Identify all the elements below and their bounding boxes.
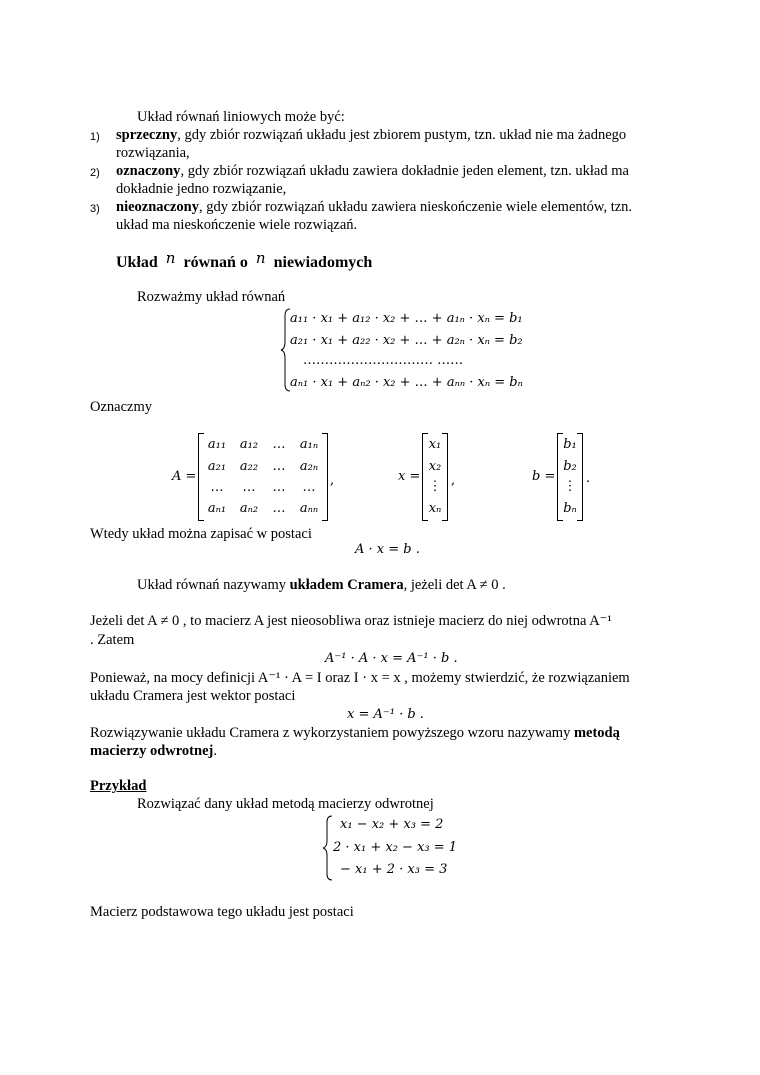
term-metoda: metodą <box>573 725 620 741</box>
then-line: Wtedy układ można zapisać w postaci <box>90 526 312 542</box>
vector-cell: x₁ <box>428 437 442 452</box>
since-line-1: Ponieważ, na mocy definicji A⁻¹ · A = I oraz I · x = x , możemy stwierdzić, że rozwiązaniem <box>90 670 630 686</box>
matrix-A-label: A = <box>172 469 197 484</box>
matrix-cell: a₁₁ <box>207 437 227 452</box>
system-row-1: a₁₁ · x₁ + a₁₂ · x₂ + … + a₁ₙ · xₙ = b₁ <box>290 311 523 326</box>
equation-inverse: A⁻¹ · A · x = A⁻¹ · b . <box>325 651 458 666</box>
list-item-text <box>116 126 626 144</box>
section-heading <box>116 251 372 274</box>
example-row-2: 2 · x₁ + x₂ − x₃ = 1 <box>333 840 458 855</box>
list-item-rest: , gdy zbiór rozwiązań układu zawiera dokładnie jeden element, tzn. układ ma <box>180 163 629 179</box>
vector-b-label: b = <box>532 469 556 484</box>
list-item-continuation: dokładnie jedno rozwiązanie, <box>116 181 287 197</box>
term-cramer: układem Cramera <box>289 577 404 593</box>
list-item-text <box>116 198 632 216</box>
list-number: 3) <box>90 203 100 215</box>
example-task: Rozwiązać dany układ metodą macierzy odwrotnej <box>137 796 434 812</box>
matrix-A-comma: , <box>330 473 335 488</box>
vector-x-comma: , <box>451 473 456 488</box>
heading-text: równań o <box>183 254 248 271</box>
matrix-cell: a₁ₙ <box>299 437 319 452</box>
vector-x <box>422 433 448 521</box>
example-row-3: − x₁ + 2 · x₃ = 3 <box>340 862 448 877</box>
vector-cell: b₂ <box>563 459 577 474</box>
vector-cell: ⋮ <box>428 479 442 494</box>
matrix-cell: … <box>242 480 256 495</box>
example-title: Przykład <box>90 778 147 794</box>
term-nieoznaczony: nieoznaczony <box>116 199 199 215</box>
matrix-cell: … <box>302 480 316 495</box>
heading-text: Układ <box>116 254 158 271</box>
list-number: 2) <box>90 167 100 179</box>
list-item-continuation: rozwiązania, <box>116 145 190 161</box>
matrix-cell: a₂₂ <box>239 459 259 474</box>
vector-cell: ⋮ <box>563 479 577 494</box>
matrix-cell: … <box>272 480 286 495</box>
heading-var-n: n <box>255 249 266 267</box>
heading-text: niewiadomych <box>273 254 373 271</box>
text: . <box>213 743 217 759</box>
system-intro: Rozważmy układ równań <box>137 289 286 305</box>
vector-cell: b₁ <box>563 437 577 452</box>
term-oznaczony: oznaczony <box>116 163 181 179</box>
list-item-rest: , gdy zbiór rozwiązań układu jest zbiorem pustym, tzn. układ nie ma żadnego <box>177 127 627 143</box>
matrix-cell: aₙₙ <box>299 501 319 516</box>
example-row-1: x₁ − x₂ + x₃ = 2 <box>340 817 444 832</box>
matrix-cell: … <box>272 459 286 474</box>
if-det-line-1: Jeżeli det A ≠ 0 , to macierz A jest nieosobliwa oraz istnieje macierz do niej odwrotna A⁻¹ <box>90 613 612 629</box>
list-number: 1) <box>90 131 100 143</box>
term-sprzeczny: sprzeczny <box>116 127 178 143</box>
system-row-2: a₂₁ · x₁ + a₂₂ · x₂ + … + a₂ₙ · xₙ = b₂ <box>290 333 523 348</box>
equation-solution: x = A⁻¹ · b . <box>347 707 424 722</box>
vector-b <box>557 433 583 521</box>
matrix-cell: a₁₂ <box>239 437 259 452</box>
matrix-cell: … <box>272 437 286 452</box>
vector-cell: xₙ <box>428 501 442 516</box>
vector-cell: x₂ <box>428 459 442 474</box>
vector-x-label: x = <box>398 469 421 484</box>
since-line-2: układu Cramera jest wektor postaci <box>90 688 296 704</box>
intro-line: Układ równań liniowych może być: <box>137 109 345 125</box>
equation-Ax-b: A · x = b . <box>355 542 420 557</box>
text: , jeżeli det A ≠ 0 . <box>403 577 506 593</box>
final-line: Macierz podstawowa tego układu jest postaci <box>90 904 354 920</box>
matrix-cell: a₂ₙ <box>299 459 319 474</box>
text: Układ równań nazywamy <box>137 577 290 593</box>
heading-var-n: n <box>165 249 176 267</box>
matrix-A <box>198 433 328 521</box>
method-line-2 <box>90 742 217 760</box>
cramer-definition <box>137 576 506 594</box>
system-row-dots: ………………………… …… <box>303 353 464 368</box>
if-det-line-2: . Zatem <box>90 632 135 648</box>
vector-cell: bₙ <box>563 501 577 516</box>
vector-b-dot: . <box>586 471 591 486</box>
list-item-text <box>116 162 629 180</box>
method-line-1 <box>90 724 620 742</box>
matrix-cell: … <box>210 480 224 495</box>
list-item-rest: , gdy zbiór rozwiązań układu zawiera nieskończenie wiele elementów, tzn. <box>198 199 633 215</box>
system-row-n: aₙ₁ · x₁ + aₙ₂ · x₂ + … + aₙₙ · xₙ = bₙ <box>290 375 523 390</box>
matrix-cell: aₙ₂ <box>239 501 259 516</box>
matrix-cell: a₂₁ <box>207 459 227 474</box>
matrix-cell: … <box>272 501 286 516</box>
denote-text: Oznaczmy <box>90 399 152 415</box>
text: Rozwiązywanie układu Cramera z wykorzystaniem powyższego wzoru nazywamy <box>90 725 574 741</box>
term-macierzy-odwrotnej: macierzy odwrotnej <box>90 743 214 759</box>
matrix-cell: aₙ₁ <box>207 501 227 516</box>
list-item-continuation: układ ma nieskończenie wiele rozwiązań. <box>116 217 358 233</box>
